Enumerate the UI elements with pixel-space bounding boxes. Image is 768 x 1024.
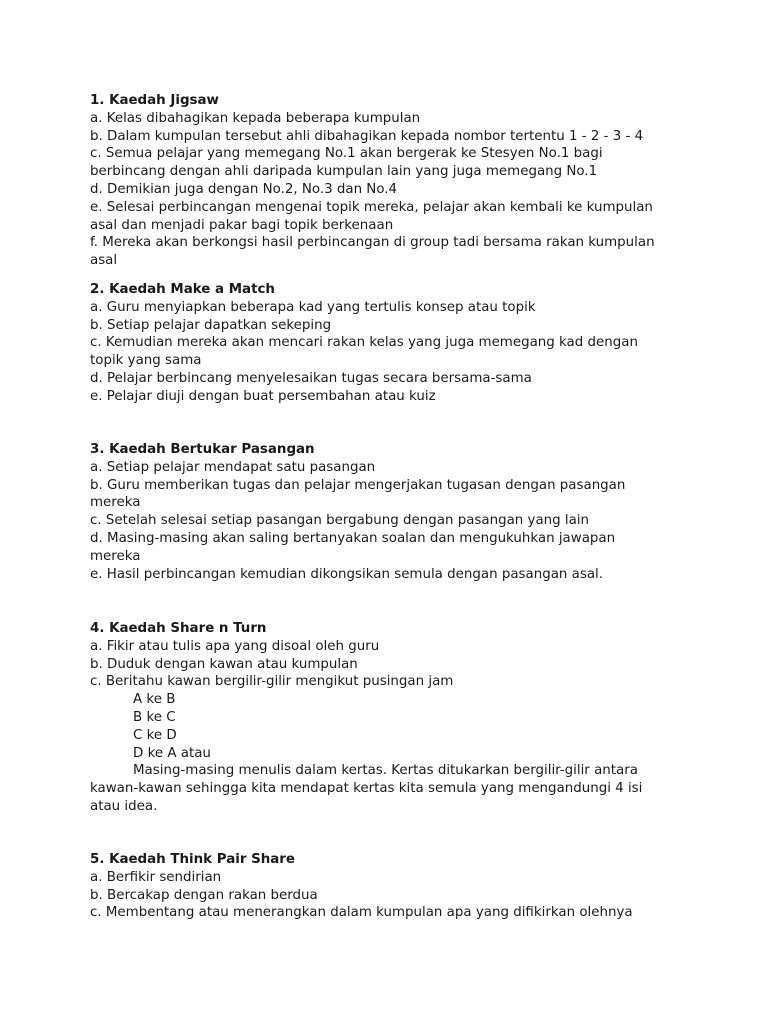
section-kaedah-think-pair-share	[90, 851, 690, 922]
list-item: b. Duduk dengan kawan atau kumpulan	[90, 656, 358, 672]
rotation-step: D ke A atau	[133, 745, 211, 761]
list-item: d. Masing-masing akan saling bertanyakan soalan dan mengukuhkan jawapan	[90, 530, 616, 546]
list-item: a. Fikir atau tulis apa yang disoal oleh guru	[90, 638, 380, 654]
list-item: e. Pelajar diuji dengan buat persembahan atau kuiz	[90, 388, 436, 404]
list-item: asal dan menjadi pakar bagi topik berkenaan	[90, 217, 394, 233]
list-item: e. Selesai perbincangan mengenai topik mereka, pelajar akan kembali ke kumpulan	[90, 199, 653, 215]
list-item: mereka	[90, 495, 141, 511]
list-item: c. Beritahu kawan bergilir-gilir mengikut pusingan jam	[90, 674, 454, 690]
list-item: c. Membentang atau menerangkan dalam kumpulan apa yang difikirkan olehnya	[90, 905, 633, 921]
list-item: d. Pelajar berbincang menyelesaikan tugas secara bersama-sama	[90, 370, 532, 386]
section-heading: 1. Kaedah Jigsaw	[90, 93, 219, 108]
list-item: a. Berfikir sendirian	[90, 869, 222, 885]
rotation-step: C ke D	[133, 727, 177, 743]
list-item: b. Dalam kumpulan tersebut ahli dibahagikan kepada nombor tertentu 1 - 2 - 3 - 4	[90, 128, 644, 144]
list-item: b. Bercakap dengan rakan berdua	[90, 887, 318, 903]
list-item: asal	[90, 253, 118, 269]
section-kaedah-make-a-match	[90, 281, 690, 406]
list-item: e. Hasil perbincangan kemudian dikongsikan semula dengan pasangan asal.	[90, 566, 604, 582]
note-paragraph-first-line: Masing-masing menulis dalam kertas. Kertas ditukarkan bergilir-gilir antara	[133, 763, 638, 779]
list-item: a. Setiap pelajar mendapat satu pasangan	[90, 459, 376, 475]
rotation-step: B ke C	[133, 709, 176, 725]
section-heading: 2. Kaedah Make a Match	[90, 282, 275, 297]
list-item: a. Kelas dibahagikan kepada beberapa kumpulan	[90, 110, 421, 126]
list-item: berbincang dengan ahli daripada kumpulan lain yang juga memegang No.1	[90, 164, 598, 180]
note-paragraph-line: atau idea.	[90, 798, 158, 814]
list-item: c. Kemudian mereka akan mencari rakan kelas yang juga memegang kad dengan	[90, 335, 638, 351]
list-item: d. Demikian juga dengan No.2, No.3 dan No.4	[90, 181, 398, 197]
section-heading: 3. Kaedah Bertukar Pasangan	[90, 442, 315, 457]
section-kaedah-bertukar-pasangan	[90, 441, 690, 583]
note-paragraph-line: kawan-kawan sehingga kita mendapat kertas kita semula yang mengandungi 4 isi	[90, 781, 643, 797]
section-heading: 5. Kaedah Think Pair Share	[90, 852, 295, 867]
section-kaedah-jigsaw	[90, 92, 690, 270]
list-item: f. Mereka akan berkongsi hasil perbincangan di group tadi bersama rakan kumpulan	[90, 235, 655, 251]
list-item: b. Setiap pelajar dapatkan sekeping	[90, 317, 332, 333]
list-item: mereka	[90, 548, 141, 564]
rotation-step: A ke B	[133, 692, 176, 708]
list-item: a. Guru menyiapkan beberapa kad yang tertulis konsep atau topik	[90, 299, 536, 315]
section-kaedah-share-n-turn	[90, 620, 690, 816]
list-item: topik yang sama	[90, 353, 202, 369]
list-item: c. Semua pelajar yang memegang No.1 akan bergerak ke Stesyen No.1 bagi	[90, 146, 603, 162]
section-heading: 4. Kaedah Share n Turn	[90, 621, 267, 636]
list-item: b. Guru memberikan tugas dan pelajar mengerjakan tugasan dengan pasangan	[90, 477, 626, 493]
list-item: c. Setelah selesai setiap pasangan bergabung dengan pasangan yang lain	[90, 513, 590, 529]
